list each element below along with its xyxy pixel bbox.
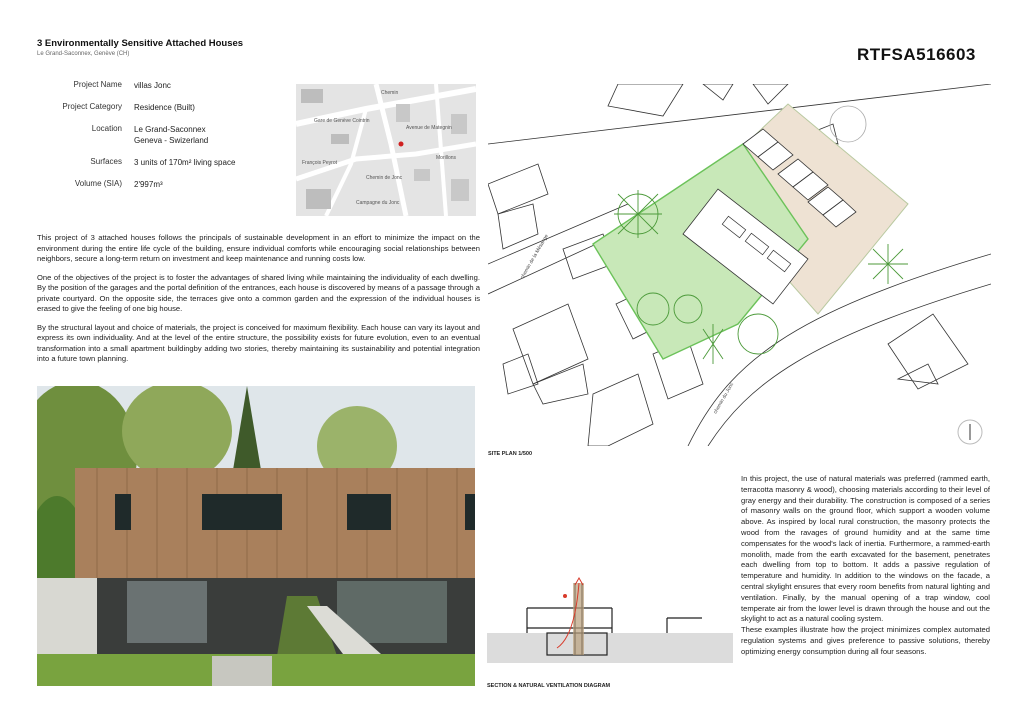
fact-label: Location bbox=[91, 124, 122, 133]
site-plan-caption: SITE PLAN 1/500 bbox=[488, 451, 533, 457]
fact-project-category bbox=[37, 102, 277, 113]
project-description bbox=[37, 233, 480, 373]
project-location-marker bbox=[399, 142, 404, 147]
page-title: 3 Environmentally Sensitive Attached Houses bbox=[37, 38, 244, 49]
fact-label: Surfaces bbox=[90, 157, 122, 166]
map-label: Avenue de Mategnin bbox=[406, 125, 452, 131]
fact-value: villas Jonc bbox=[134, 81, 171, 90]
site-plan-graphic bbox=[488, 84, 991, 446]
location-subtitle: Le Grand-Saconnex, Genève (CH) bbox=[37, 51, 130, 57]
section-diagram bbox=[487, 548, 733, 678]
map-label: Gare de Genève Cointrin bbox=[314, 118, 370, 124]
description-paragraph: One of the objectives of the project is to foster the advantages of shared living while maintaining the individuality of each dwelling. By the position of the garages and the portal definition of the entrances, each house is discovered by means of a passage through a private courtyard. On the opposite side, the terraces give onto a common garden and the expression of the individual houses is erased to give the feeling of one big house. bbox=[37, 272, 480, 313]
section-caption: SECTION & NATURAL VENTILATION DIAGRAM bbox=[487, 683, 611, 689]
materials-paragraph: In this project, the use of natural materials was preferred (rammed earth, terracotta masonry & wood), choosing materials according to their level of gray energy and their durability. The construction is composed of a series of masonry walls on the ground floor, which support a wooden volume above. As inspired by local rural construction, the masonry protects the wood from the ravages of ground humidity and at the same time compensates for the wood's lack of inertia. Furthermore, a rammed-earth monolith, made from the earth excavated for the basement, penetrates each dwelling from top to bottom. It adds a passive regulation of temperature and humidity. In addition to the windows on the facade, a central skylight ensures that every room benefits from natural lighting and ventilation. Finally, by the manual opening of a trap window, cool temperate air from the lower level is drawn through the house and out the skylight to act as a natural cooling system. bbox=[741, 474, 990, 624]
fact-value: 2'997m³ bbox=[134, 180, 163, 189]
fact-value bbox=[134, 124, 277, 146]
map-label: Chemin de Jonc bbox=[366, 175, 403, 181]
description-paragraph: This project of 3 attached houses follows the principals of sustainable development in an effort to minimize the impact on the environment during the entire life cycle of the building, ensure individual comforts while encouraging social relationships between neighbors, secure a long-term return on investment and keep maintenance and running costs low. bbox=[37, 233, 480, 263]
map-label: Campagne du Jonc bbox=[356, 200, 400, 206]
materials-description bbox=[741, 474, 990, 658]
fact-label: Project Name bbox=[73, 80, 122, 89]
building-photo-graphic bbox=[37, 386, 475, 686]
building-photo bbox=[37, 386, 475, 686]
project-code: RTFSA516603 bbox=[857, 45, 976, 64]
fact-project-name bbox=[37, 80, 277, 91]
description-paragraph: By the structural layout and choice of materials, the project is conceived for maximum flexibility. Each house can vary its layout and express its own individuality. And at the level of the entire structure, the possibility exists for future evolution, even to an eventual transformation into a small apartment buildingby adding two stories, thereby maintaining its sustainability and potential integration into a future town planning. bbox=[37, 322, 480, 363]
fact-value: Residence (Built) bbox=[134, 103, 195, 112]
fact-surfaces bbox=[37, 157, 277, 168]
map-label: François Peyrot bbox=[302, 160, 338, 166]
map-label: Morillons bbox=[436, 155, 457, 161]
fact-volume bbox=[37, 179, 277, 190]
fact-value-line2: Geneva - Swizerland bbox=[134, 136, 209, 145]
fact-location bbox=[37, 124, 277, 146]
project-facts bbox=[37, 80, 277, 201]
road-label: chemin du Jonc bbox=[712, 381, 736, 415]
fact-value-line1: Le Grand-Saconnex bbox=[134, 125, 206, 134]
location-map-graphic bbox=[296, 84, 476, 216]
materials-paragraph: These examples illustrate how the project minimizes complex automated regulation systems and gives preference to passive solutions, thereby optimizing energy consumption during all four seasons. bbox=[741, 625, 990, 656]
road-label: chemin de la Mésange bbox=[519, 233, 550, 280]
fact-value: 3 units of 170m² living space bbox=[134, 158, 236, 167]
section-diagram-graphic bbox=[487, 548, 733, 678]
fact-label: Project Category bbox=[62, 102, 122, 111]
fact-label: Volume (SIA) bbox=[74, 179, 122, 188]
site-plan bbox=[488, 84, 991, 446]
location-map bbox=[296, 84, 476, 216]
map-label: Chemin bbox=[381, 90, 399, 96]
